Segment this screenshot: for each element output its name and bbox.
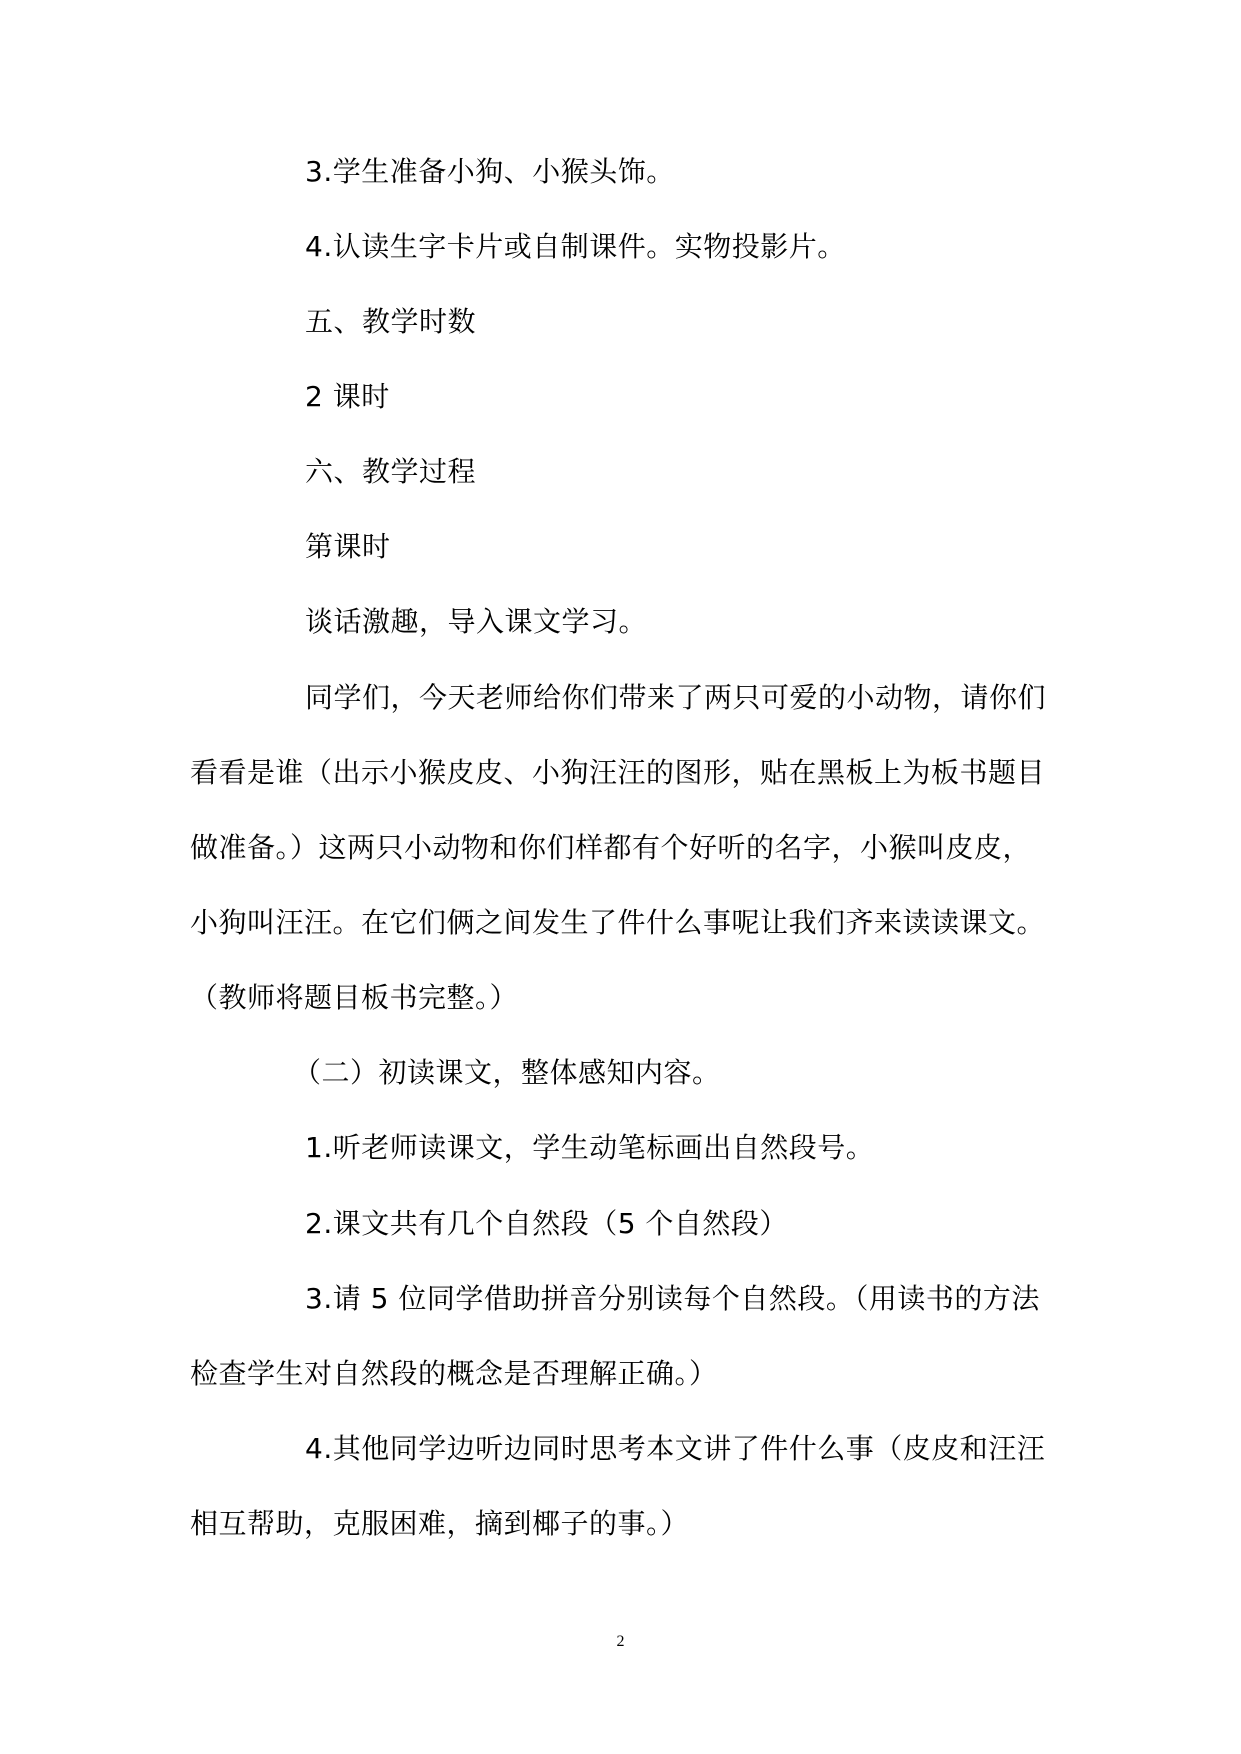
section-heading: （二）初读课文，整体感知内容。	[293, 1056, 721, 1089]
text-line: 2.课文共有几个自然段（5 个自然段）	[305, 1207, 788, 1240]
text-line: 4.认读生字卡片或自制课件。实物投影片。	[305, 230, 846, 263]
section-heading: 五、教学时数	[305, 305, 477, 338]
text-line: 做准备。）这两只小动物和你们样都有个好听的名字，小猴叫皮皮，	[190, 831, 1032, 864]
text-line: 相互帮助，克服困难，摘到椰子的事。）	[190, 1507, 690, 1540]
text-line: 3.请 5 位同学借助拼音分别读每个自然段。（用读书的方法	[305, 1282, 1040, 1315]
text-line: 2 课时	[305, 380, 390, 413]
page-number: 2	[616, 1633, 625, 1650]
text-line: 看看是谁（出示小猴皮皮、小狗汪汪的图形，贴在黑板上为板书题目	[190, 756, 1046, 789]
section-heading: 六、教学过程	[305, 455, 477, 488]
text-line: 谈话激趣，导入课文学习。	[305, 605, 648, 638]
text-line: （教师将题目板书完整。）	[190, 981, 519, 1014]
text-line: 1.听老师读课文，学生动笔标画出自然段号。	[305, 1131, 875, 1164]
text-line: 4.其他同学边听边同时思考本文讲了件什么事（皮皮和汪汪	[305, 1432, 1046, 1465]
text-line: 第课时	[305, 530, 391, 563]
text-line: 3.学生准备小狗、小猴头饰。	[305, 155, 675, 188]
text-line: 小狗叫汪汪。在它们俩之间发生了件什么事呢让我们齐来读读课文。	[190, 906, 1046, 939]
text-line: 同学们，今天老师给你们带来了两只可爱的小动物，请你们	[305, 681, 1047, 714]
text-line: 检查学生对自然段的概念是否理解正确。）	[190, 1357, 718, 1390]
